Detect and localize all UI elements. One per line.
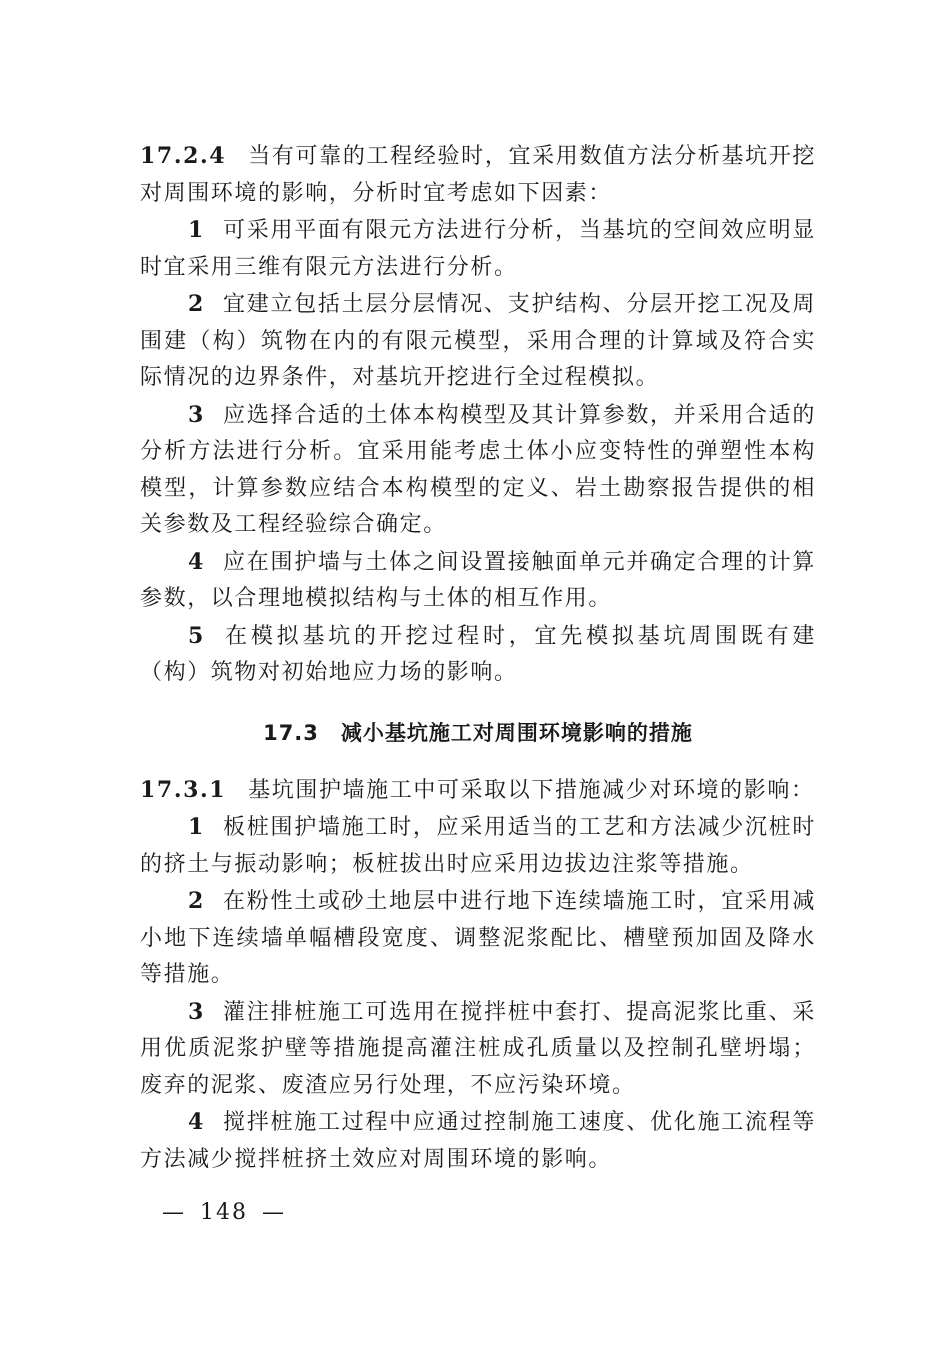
list-item: [140, 544, 816, 618]
list-item: [140, 618, 816, 692]
item-text: 应选择合适的土体本构模型及其计算参数，并采用合适的分析方法进行分析。宜采用能考虑土体小应变特性的弹塑性本构模型，计算参数应结合本构模型的定义、岩土勘察报告提供的相关参数及工程经验综合确定。: [140, 402, 816, 537]
item-number: 3: [188, 401, 205, 428]
list-item: [140, 286, 816, 397]
item-number: 2: [188, 291, 205, 317]
footer-dash-right: —: [262, 1200, 286, 1225]
list-item: [140, 994, 816, 1105]
list-item: [140, 212, 816, 286]
item-text: 板桩围护墙施工时，应采用适当的工艺和方法减少沉桩时的挤土与振动影响；板桩拔出时应采用边拔边注浆等措施。: [140, 815, 816, 877]
section-title-text: 减小基坑施工对周围环境影响的措施: [340, 720, 693, 745]
list-item: [140, 883, 816, 994]
item-number: 1: [188, 814, 205, 840]
item-text: 应在围护墙与土体之间设置接触面单元并确定合理的计算参数，以合理地模拟结构与土体的相互作用。: [140, 549, 816, 611]
item-number: 5: [188, 622, 205, 649]
page-body: [140, 138, 816, 1178]
list-item: [140, 809, 816, 883]
item-number: 3: [188, 998, 205, 1025]
item-number: 1: [188, 217, 205, 243]
item-text: 灌注排桩施工可选用在搅拌桩中套打、提高泥浆比重、采用优质泥浆护壁等措施提高灌注桩成孔质量以及控制孔壁坍塌；废弃的泥浆、废渣应另行处理，不应污染环境。: [140, 999, 816, 1098]
footer-dash-left: —: [162, 1200, 186, 1225]
section-number: 17.3: [263, 720, 319, 745]
list-item: [140, 1104, 816, 1178]
page-number-footer: [148, 1200, 300, 1225]
clause-number: 17.3.1: [140, 776, 227, 803]
item-number: 4: [188, 548, 205, 575]
page-number: 148: [200, 1200, 248, 1225]
item-text: 在粉性土或砂土地层中进行地下连续墙施工时，宜采用减小地下连续墙单幅槽段宽度、调整泥浆配比、槽壁预加固及降水等措施。: [140, 889, 816, 987]
clause-text: 当有可靠的工程经验时，宜采用数值方法分析基坑开挖对周围环境的影响，分析时宜考虑如下因素：: [140, 144, 816, 206]
item-text: 在模拟基坑的开挖过程时，宜先模拟基坑周围既有建（构）筑物对初始地应力场的影响。: [140, 623, 816, 685]
item-number: 4: [188, 1109, 205, 1135]
list-item: [140, 397, 816, 544]
item-text: 搅拌桩施工过程中应通过控制施工速度、优化施工流程等方法减少搅拌桩挤土效应对周围环境的影响。: [140, 1110, 816, 1172]
section-heading: [140, 717, 816, 747]
clause-number: 17.2.4: [140, 143, 227, 169]
clause-17-3-1: [140, 772, 816, 810]
item-number: 2: [188, 888, 205, 914]
clause-17-2-4: [140, 138, 816, 212]
item-text: 可采用平面有限元方法进行分析，当基坑的空间效应明显时宜采用三维有限元方法进行分析。: [140, 218, 816, 280]
clause-text: 基坑围护墙施工中可采取以下措施减少对环境的影响：: [248, 777, 815, 803]
item-text: 宜建立包括土层分层情况、支护结构、分层开挖工况及周围建（构）筑物在内的有限元模型，采用合理的计算域及符合实际情况的边界条件，对基坑开挖进行全过程模拟。: [140, 292, 816, 390]
